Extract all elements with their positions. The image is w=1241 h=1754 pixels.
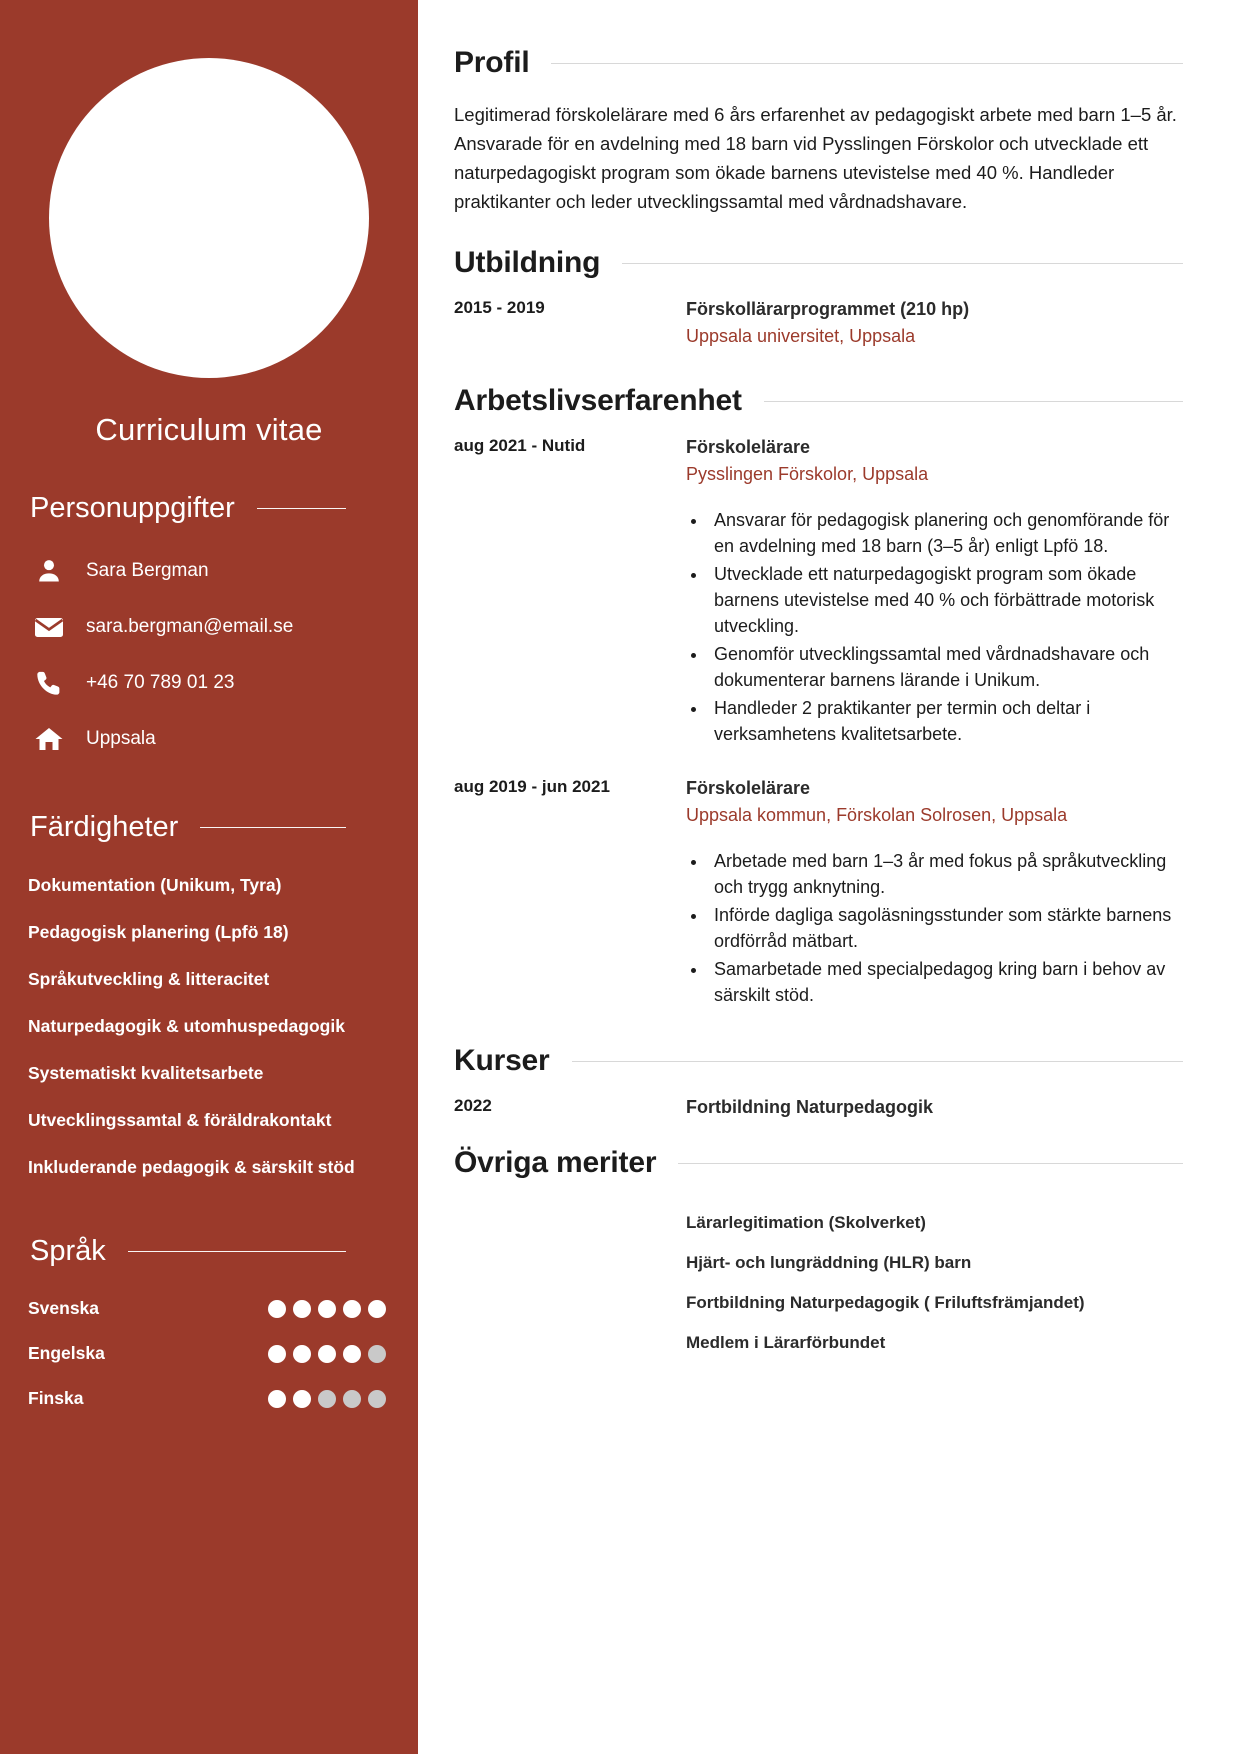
- personal-details-heading-label: Personuppgifter: [30, 492, 235, 524]
- courses-heading-label: Kurser: [454, 1044, 550, 1077]
- other-merits-heading: [454, 1146, 1183, 1180]
- skill-item: Språkutveckling & litteracitet: [28, 969, 270, 989]
- heading-rule: [257, 508, 346, 509]
- skill-item: Naturpedagogik & utomhuspedagogik: [28, 1016, 345, 1036]
- language-name: Svenska: [28, 1298, 100, 1318]
- language-row: [28, 1286, 386, 1331]
- contact-location-value: Uppsala: [86, 728, 156, 749]
- profile-heading: [454, 46, 1183, 80]
- rating-dot-filled: [268, 1300, 286, 1318]
- contact-row-name: [28, 543, 418, 599]
- skills-heading-label: Färdigheter: [30, 811, 179, 843]
- language-row: [28, 1376, 386, 1421]
- language-name: Finska: [28, 1388, 84, 1408]
- person-icon: [28, 557, 70, 585]
- contact-email-value: sara.bergman@email.se: [86, 616, 294, 637]
- experience-entry-org: Uppsala kommun, Förskolan Solrosen, Uppsala: [686, 805, 1068, 825]
- heading-rule: [678, 1163, 1183, 1164]
- personal-details-heading: [30, 492, 418, 525]
- rating-dot-filled: [293, 1390, 311, 1408]
- skill-item: Inkluderande pedagogik & särskilt stöd: [28, 1157, 355, 1177]
- heading-rule: [200, 827, 346, 828]
- experience-bullet: • Arbetade med barn 1–3 år med fokus på språkutveckling och trygg anknytning.: [708, 848, 1183, 900]
- contact-row-email[interactable]: [28, 599, 418, 655]
- course-entry: [454, 1094, 1183, 1120]
- experience-bullet-list: [708, 507, 1183, 747]
- education-entry-org: Uppsala universitet, Uppsala: [686, 326, 916, 346]
- experience-bullet: • Införde dagliga sagoläsningsstunder som stärkte barnens ordförråd mätbart.: [708, 902, 1183, 954]
- education-entry-title: Förskollärarprogrammet (210 hp): [686, 299, 970, 319]
- rating-dot-filled: [268, 1345, 286, 1363]
- experience-entry-body: [686, 775, 1183, 1010]
- education-entry: [454, 296, 1183, 350]
- section-other-merits: [454, 1146, 1183, 1356]
- skill-item: Dokumentation (Unikum, Tyra): [28, 875, 282, 895]
- language-level-dots: [268, 1300, 386, 1318]
- experience-heading-label: Arbetslivserfarenhet: [454, 384, 742, 417]
- heading-rule: [622, 263, 1183, 264]
- experience-bullet: • Samarbetade med specialpedagog kring barn i behov av särskilt stöd.: [708, 956, 1183, 1008]
- home-icon: [28, 725, 70, 753]
- rating-dot-filled: [293, 1300, 311, 1318]
- merit-item: Lärarlegitimation (Skolverket): [686, 1213, 926, 1232]
- education-heading: [454, 246, 1183, 280]
- experience-entry-date: aug 2021 - Nutid: [454, 436, 586, 455]
- rating-dot-empty: [368, 1390, 386, 1408]
- merit-item: Hjärt- och lungräddning (HLR) barn: [686, 1253, 972, 1272]
- education-entry-date: 2015 - 2019: [454, 298, 545, 317]
- phone-icon: [28, 669, 70, 697]
- heading-rule: [128, 1251, 346, 1252]
- course-entry-date: 2022: [454, 1096, 492, 1115]
- experience-entry-title: Förskolelärare: [686, 778, 811, 798]
- experience-heading: [454, 384, 1183, 418]
- experience-bullet: • Utvecklade ett naturpedagogiskt program som ökade barnens utevistelse med 40 % och förbättrade motorisk utveckling.: [708, 561, 1183, 639]
- rating-dot-filled: [368, 1300, 386, 1318]
- profile-text: Legitimerad förskolelärare med 6 års erfarenhet av pedagogiskt arbete med barn 1–5 år. Ansvarade för en avdelning med 18 barn vid Pysslingen Förskolor och utvecklade ett naturpedagogiskt program som ökade barnens utevistelse med 40 %. Handleder praktikanter och leder utvecklingssamtal med vårdnadshavare.: [454, 104, 1177, 212]
- rating-dot-empty: [343, 1390, 361, 1408]
- contact-phone-value: +46 70 789 01 23: [86, 672, 235, 693]
- experience-entry-org: Pysslingen Förskolor, Uppsala: [686, 464, 929, 484]
- experience-entry-title: Förskolelärare: [686, 437, 811, 457]
- rating-dot-filled: [268, 1390, 286, 1408]
- rating-dot-filled: [293, 1345, 311, 1363]
- skills-heading: [30, 811, 418, 844]
- rating-dot-filled: [318, 1300, 336, 1318]
- experience-entry-date: aug 2019 - jun 2021: [454, 777, 610, 796]
- language-row: [28, 1331, 386, 1376]
- skill-item: Pedagogisk planering (Lpfö 18): [28, 922, 289, 942]
- course-entry-title: Fortbildning Naturpedagogik: [686, 1097, 933, 1117]
- rating-dot-empty: [318, 1390, 336, 1408]
- education-entry-body: [686, 296, 1183, 350]
- experience-entry: [454, 434, 1183, 749]
- experience-bullet: • Genomför utvecklingssamtal med vårdnadshavare och dokumenterar barnens lärande i Unikum.: [708, 641, 1183, 693]
- course-entry-body: [686, 1094, 1183, 1120]
- experience-bullet-list: [708, 848, 1183, 1008]
- section-profile: [454, 46, 1183, 216]
- profile-heading-label: Profil: [454, 46, 530, 79]
- section-courses: [454, 1044, 1183, 1120]
- contact-row-location: [28, 711, 418, 767]
- section-experience: [454, 384, 1183, 1010]
- language-name: Engelska: [28, 1343, 105, 1363]
- contact-name-value: Sara Bergman: [86, 560, 209, 581]
- avatar-container: [0, 0, 418, 378]
- languages-heading-label: Språk: [30, 1235, 106, 1267]
- education-heading-label: Utbildning: [454, 246, 601, 279]
- section-education: [454, 246, 1183, 350]
- cv-title: Curriculum vitae: [95, 412, 323, 447]
- main-content: [418, 0, 1241, 1754]
- other-merits-heading-label: Övriga meriter: [454, 1146, 657, 1179]
- language-level-dots: [268, 1390, 386, 1408]
- heading-rule: [764, 401, 1183, 402]
- heading-rule: [572, 1061, 1183, 1062]
- experience-bullet: • Ansvarar för pedagogisk planering och genomförande för en avdelning med 18 barn (3–5 år) enligt Lpfö 18.: [708, 507, 1183, 559]
- heading-rule: [551, 63, 1183, 64]
- merit-item: Medlem i Lärarförbundet: [686, 1333, 886, 1352]
- languages-heading: [30, 1235, 418, 1268]
- rating-dot-filled: [343, 1345, 361, 1363]
- contact-row-phone[interactable]: [28, 655, 418, 711]
- experience-bullet: • Handleder 2 praktikanter per termin och deltar i verksamhetens kvalitetsarbete.: [708, 695, 1183, 747]
- sidebar: [0, 0, 418, 1754]
- skill-item: Utvecklingssamtal & föräldrakontakt: [28, 1110, 332, 1130]
- envelope-icon: [28, 615, 70, 639]
- experience-entry-body: [686, 434, 1183, 749]
- avatar: [49, 58, 369, 378]
- rating-dot-empty: [368, 1345, 386, 1363]
- language-level-dots: [268, 1345, 386, 1363]
- courses-heading: [454, 1044, 1183, 1078]
- experience-entry: [454, 775, 1183, 1010]
- skill-item: Systematiskt kvalitetsarbete: [28, 1063, 264, 1083]
- rating-dot-filled: [318, 1345, 336, 1363]
- rating-dot-filled: [343, 1300, 361, 1318]
- merit-item: Fortbildning Naturpedagogik ( Friluftsfrämjandet): [686, 1293, 1085, 1312]
